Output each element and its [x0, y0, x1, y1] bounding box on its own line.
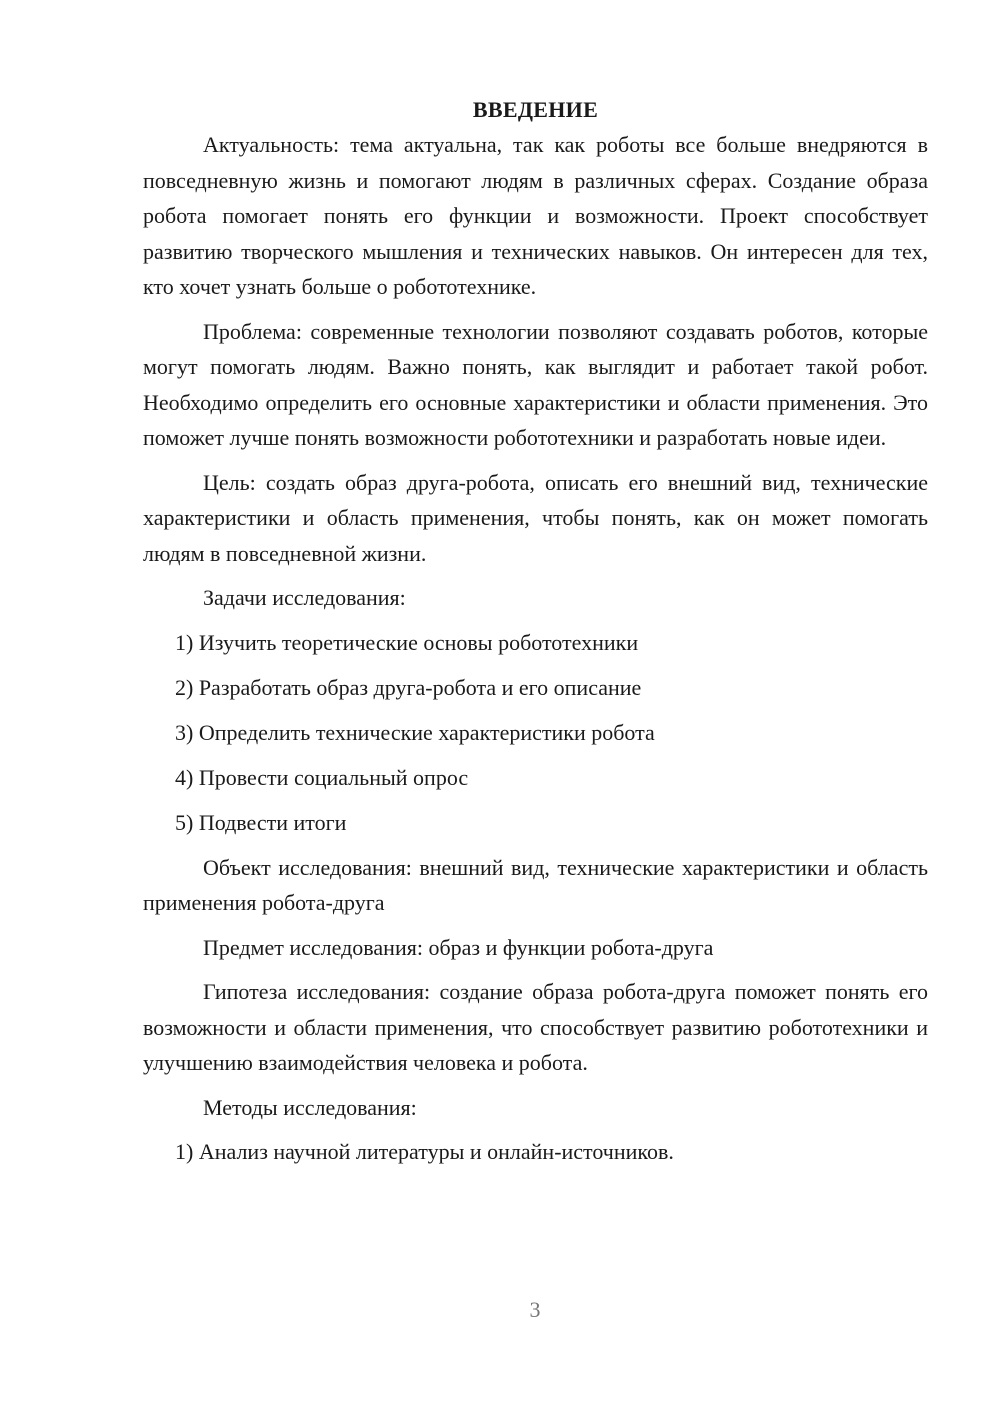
paragraph-subject: Предмет исследования: образ и функции робота-друга [203, 934, 714, 960]
page-number: 3 [529, 1297, 541, 1322]
tasks-list [143, 625, 928, 841]
list-item: 2) Разработать образ друга-робота и его описание [175, 674, 642, 700]
list-item: 1) Изучить теоретические основы робототехники [175, 629, 639, 655]
page-title: ВВЕДЕНИЕ [472, 97, 599, 122]
methods-heading: Методы исследования: [203, 1094, 417, 1120]
methods-list [143, 1134, 928, 1170]
paragraph-problem: Проблема: современные технологии позволяют создавать роботов, которые могут помогать людям. Важно понять, как выглядит и работает такой робот. Необходимо определить его основные характеристики и области применения. Это поможет лучше понять возможности робототехники и разработать новые идеи. [143, 318, 928, 450]
list-item: 5) Подвести итоги [175, 809, 347, 835]
paragraph-hypothesis: Гипотеза исследования: создание образа робота-друга поможет понять его возможности и области применения, что способствует развитию робототехники и улучшению взаимодействия человека и робота. [143, 979, 928, 1075]
list-item: 1) Анализ научной литературы и онлайн-источников. [175, 1139, 674, 1164]
list-item: 3) Определить технические характеристики робота [175, 719, 655, 745]
paragraph-goal: Цель: создать образ друга-робота, описать его внешний вид, технические характеристики и область применения, чтобы понять, как он может помогать людям в повседневной жизни. [143, 469, 928, 566]
list-item: 4) Провести социальный опрос [175, 764, 469, 790]
paragraph-object: Объект исследования: внешний вид, технические характеристики и область применения робота-друга [143, 854, 928, 915]
tasks-heading: Задачи исследования: [203, 585, 406, 610]
paragraph-relevance: Актуальность: тема актуальна, так как роботы все больше внедряются в повседневную жизнь и помогают людям в различных сферах. Создание образа робота помогает понять его функции и возможности. Проект способствует развитию творческого мышления и технических навыков. Он интересен для тех, кто хочет узнать больше о робототехнике. [143, 132, 928, 299]
document-page [143, 95, 928, 1179]
